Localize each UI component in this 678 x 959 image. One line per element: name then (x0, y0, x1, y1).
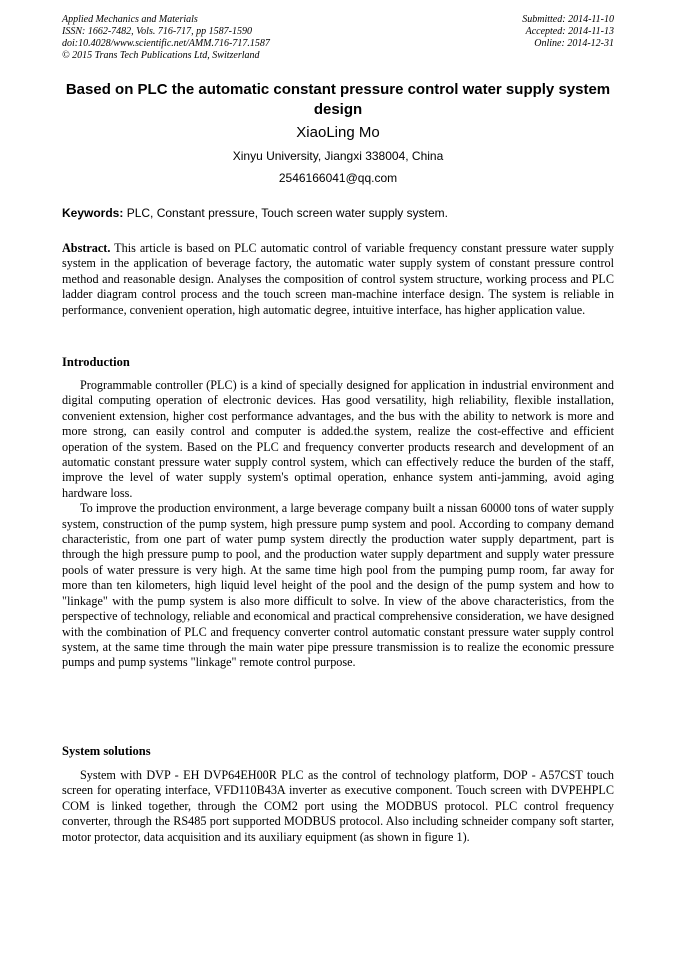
online-date: Online: 2014-12-31 (534, 38, 614, 49)
submitted-date: Submitted: 2014-11-10 (522, 14, 614, 25)
publication-dates (522, 14, 614, 50)
keywords (62, 206, 614, 220)
doi-line: doi:10.4028/www.scientific.net/AMM.716-717.1587 (62, 38, 270, 49)
section-heading-system-solutions: System solutions (62, 744, 151, 758)
journal-info (62, 14, 270, 62)
paper-title: Based on PLC the automatic constant pressure control water supply system design (65, 81, 611, 118)
copyright-line: © 2015 Trans Tech Publications Ltd, Switzerland (62, 50, 260, 61)
author-affiliation: Xinyu University, Jiangxi 338004, China (232, 149, 444, 163)
abstract-label: Abstract. (62, 241, 111, 255)
paragraph: Programmable controller (PLC) is a kind of specially designed for application in industrial environment and digital computing operation of electronic devices. Has good versatility, high reliability, flexible installation, convenient extension, higher cost performance advantages, and the bus with the ability to network is more and more strong, can easily control and computer is added.the system, realize the cost-effective and efficient operation of the system. Based on the PLC and frequency converter products research and development of an automatic constant pressure water supply control system, which can effectively reduce the burden of the staff, improve the level of water supply system's optimal operation, enhance system anti-jamming, avoid aging hardware loss. (62, 378, 614, 500)
issn-line: ISSN: 1662-7482, Vols. 716-717, pp 1587-1590 (62, 26, 252, 37)
abstract-text: This article is based on PLC automatic control of variable frequency constant pressure water supply system in the application of beverage factory, the automatic water supply system of constant pressure control method and reasonable design. Analyses the composition of control system structure, working process and PLC ladder diagram control process and the touch screen man-machine interface design. The system is reliable in performance, convenient operation, high automatic degree, intuitive interface, has higher application value. (62, 241, 614, 317)
author-name: XiaoLing Mo (296, 124, 380, 141)
keywords-label: Keywords: (62, 206, 124, 220)
paragraph: To improve the production environment, a large beverage company built a nissan 60000 tons of water supply system, construction of the pump system, high pressure pump system and pool. According to company demand characteristic, from one part of water pump system directly the production water supply department, part is through the high pressure pump to pool, and the production water supply department and supply water pressure pools of water pressure is very high. At the same time high pool from the pumping pump room, far away for more than ten kilometers, high liquid level height of the pool and the design of the pump system and how to "linkage" with the pump system is also more difficult to solve. In view of the above characteristics, from the perspective of technology, reliable and economical and practical comprehensive consideration, we have designed with the combination of PLC and frequency converter control automatic constant pressure water supply control system, at the same time through the main water pipe pressure transmission is to realize the economic pressure pumps and pump systems "linkage" remote control purpose. (62, 501, 614, 670)
system-solutions-body (62, 768, 614, 845)
accepted-date: Accepted: 2014-11-13 (525, 26, 614, 37)
journal-name: Applied Mechanics and Materials (62, 14, 198, 25)
paragraph: System with DVP - EH DVP64EH00R PLC as the control of technology platform, DOP - A57CST touch screen for operating interface, VFD110B43A inverter as executive component. Touch screen with DVPEHPLC COM is linked together, through the COM2 port using the MODBUS protocol. PLC control frequency converter, through the RS485 port supported MODBUS protocol. Also including schneider company soft starter, motor protector, data acquisition and its auxiliary equipment (as shown in figure 1). (62, 768, 614, 844)
keywords-text: PLC, Constant pressure, Touch screen water supply system. (126, 206, 448, 220)
section-heading-introduction: Introduction (62, 355, 130, 369)
introduction-body (62, 378, 614, 671)
abstract (62, 241, 614, 318)
author-email: 2546166041@qq.com (278, 171, 398, 185)
